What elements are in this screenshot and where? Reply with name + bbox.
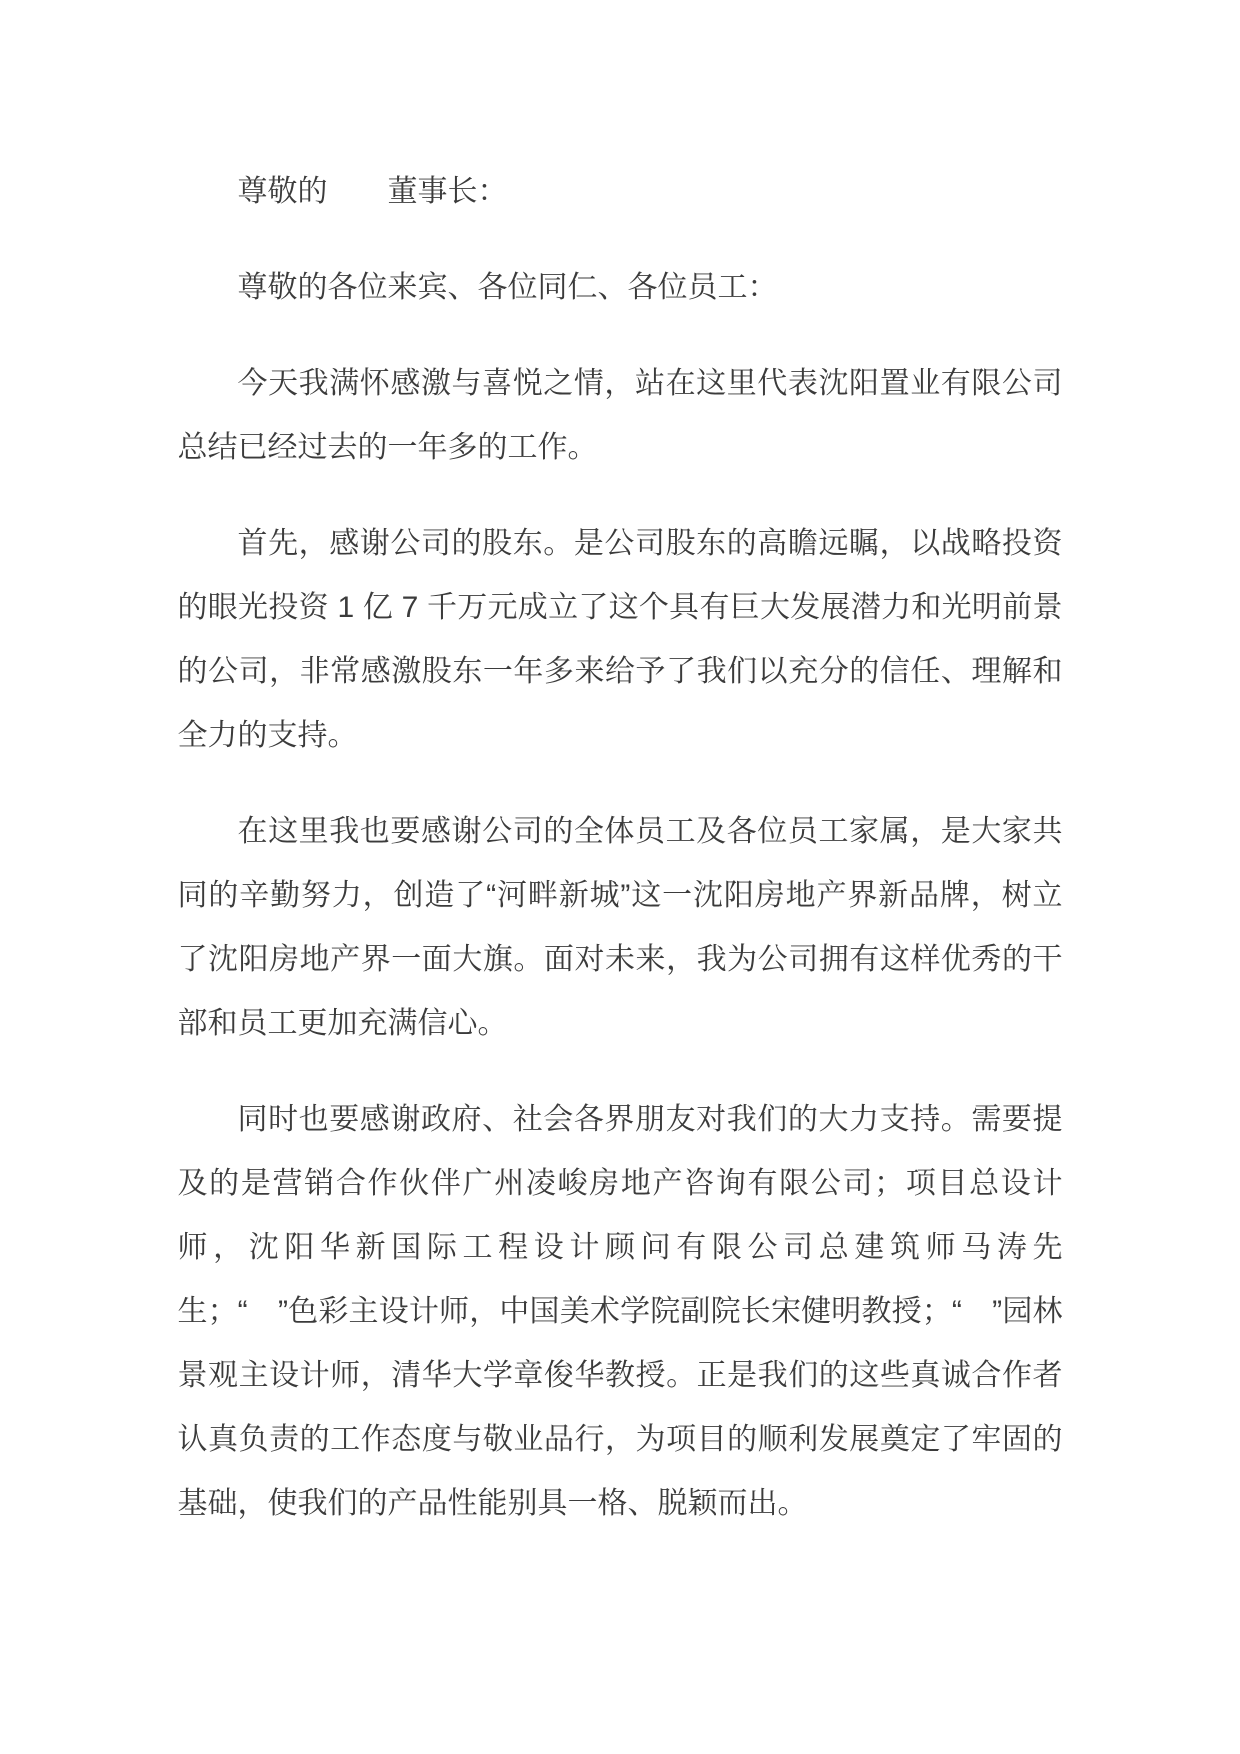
- paragraph-salutation-audience: 尊敬的各位来宾、各位同仁、各位员工：: [237, 271, 778, 304]
- paragraph-thanks-employees: 在这里我也要感谢公司的全体员工及各位员工家属，是大家共同的辛勤努力，创造了“河畔新城”这一沈阳房地产界新品牌，树立了沈阳房地产界一面大旗。面对未来，我为公司拥有这样优秀的干部和员工更加充满信心。: [177, 815, 1063, 1040]
- paragraph-thanks-partners: 同时也要感谢政府、社会各界朋友对我们的大力支持。需要提及的是营销合作伙伴广州凌峻房地产咨询有限公司；项目总设计师，沈阳华新国际工程设计顾问有限公司总建筑师马涛先生；“ ”色彩主设计师，中国美术学院副院长宋健明教授；“ ”园林景观主设计师，清华大学章俊华教授。正是我们的这些真诚合作者认真负责的工作态度与敬业品行，为项目的顺利发展奠定了牢固的基础，使我们的产品性能别具一格、脱颖而出。: [177, 1103, 1063, 1520]
- paragraph-intro: 今天我满怀感激与喜悦之情，站在这里代表沈阳置业有限公司总结已经过去的一年多的工作。: [177, 367, 1063, 464]
- paragraph-salutation-chairman: 尊敬的 董事长：: [237, 175, 508, 208]
- paragraph-thanks-shareholders: 首先，感谢公司的股东。是公司股东的高瞻远瞩，以战略投资的眼光投资 1 亿 7 千万元成立了这个具有巨大发展潜力和光明前景的公司，非常感激股东一年多来给予了我们以充分的信任、理解和全力的支持。: [177, 527, 1063, 752]
- document-body: [178, 160, 1063, 1536]
